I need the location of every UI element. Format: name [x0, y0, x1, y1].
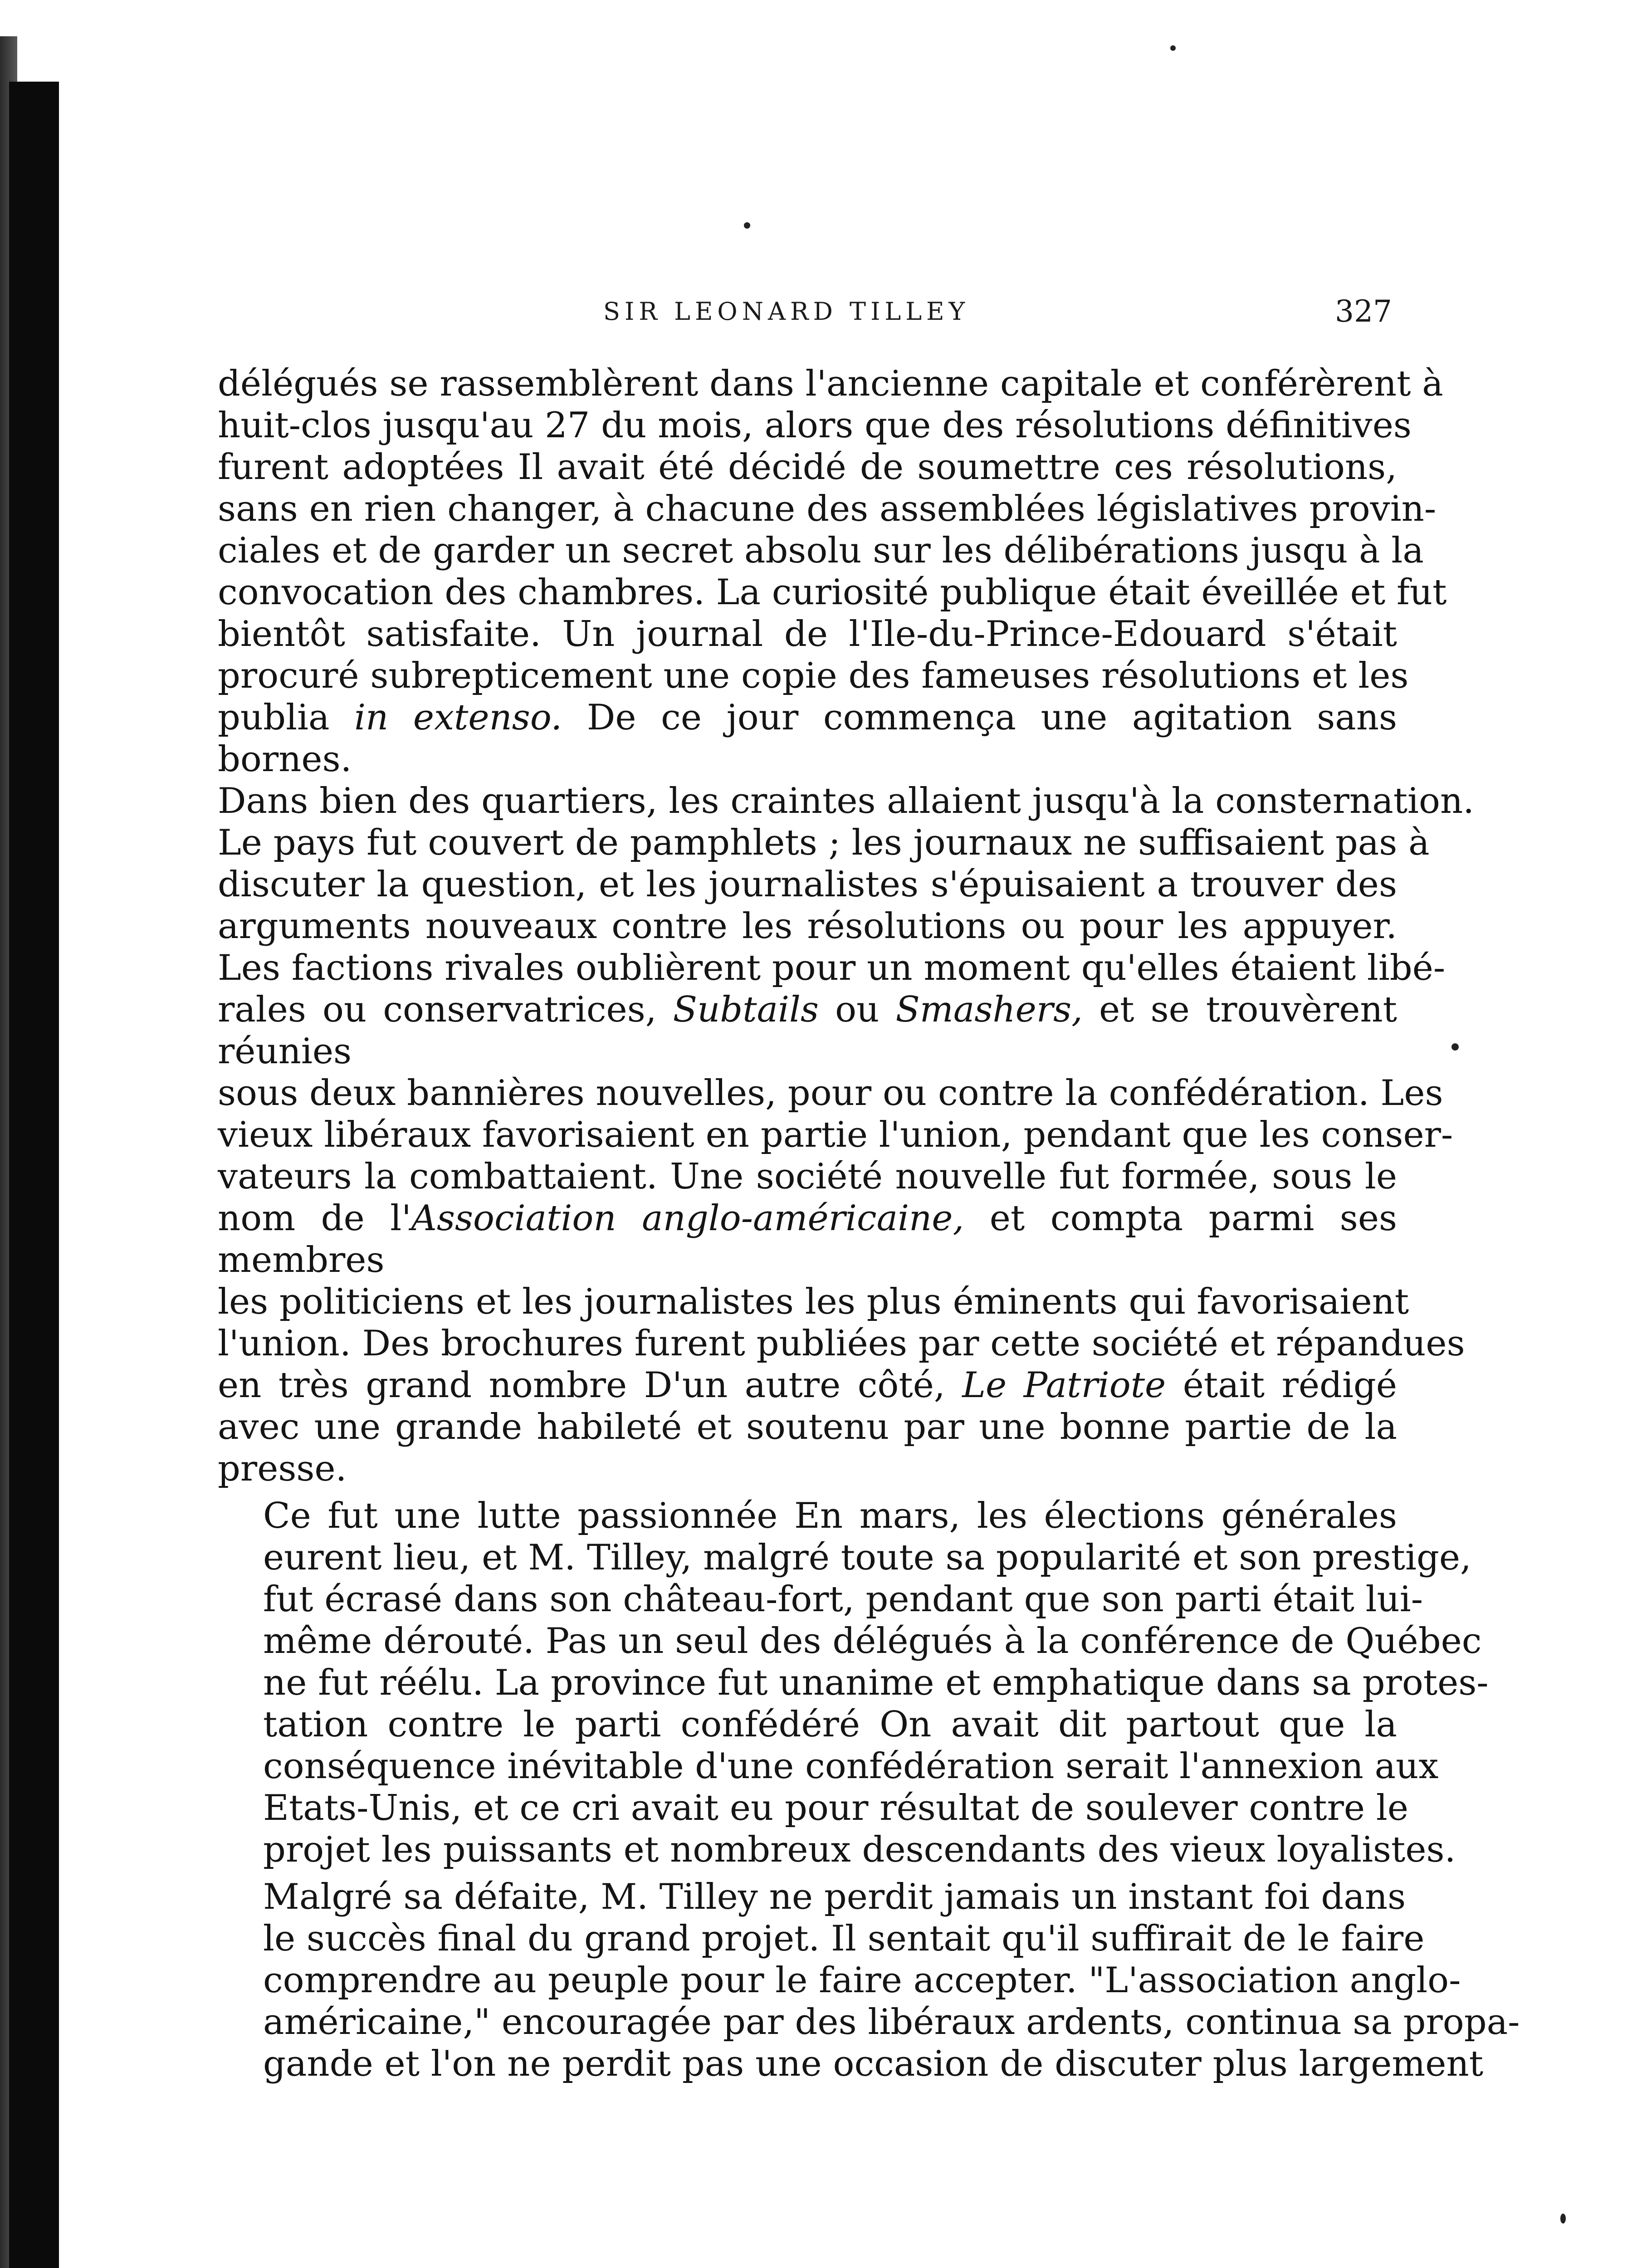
text-line: convocation des chambres. La curiosité publique était éveillée et fut: [218, 572, 1447, 613]
text-line: Malgré sa défaite, M. Tilley ne perdit jamais un instant foi dans: [263, 1877, 1406, 1917]
text-run: en très grand nombre D'un autre côté,: [218, 1365, 963, 1406]
text-line: délégués se rassemblèrent dans l'ancienne capitale et conférèrent à: [218, 363, 1443, 404]
text-line: [218, 989, 1397, 1072]
text-line: discuter la question, et les journalistes s'épuisaient a trouver des: [218, 864, 1397, 905]
text-run: nom de l': [218, 1198, 411, 1239]
text-line: [218, 697, 1397, 780]
text-line: procuré subrepticement une copie des fameuses résolutions et les: [218, 655, 1409, 696]
text-line: arguments nouveaux contre les résolutions ou pour les appuyer.: [218, 906, 1397, 947]
text-line: huit-clos jusqu'au 27 du mois, alors que des résolutions définitives: [218, 405, 1412, 446]
text-line: Dans bien des quartiers, les craintes allaient jusqu'à la consternation.: [218, 781, 1474, 821]
text-line: bientôt satisfaite. Un journal de l'Ile-du-Prince-Edouard s'était: [218, 614, 1397, 655]
body-text: [218, 363, 1520, 2085]
text-line: le succès final du grand projet. Il sentait qu'il suffirait de le faire: [263, 1918, 1425, 1959]
text-line: Le pays fut couvert de pamphlets ; les journaux ne suffisaient pas à: [218, 822, 1430, 863]
text-run: publia: [218, 697, 355, 738]
text-line: l'union. Des brochures furent publiées par cette société et répandues: [218, 1323, 1465, 1364]
text-line: américaine," encouragée par des libéraux ardents, continua sa propa-: [263, 2002, 1520, 2043]
text-run: et se trouvèrent réunies: [218, 989, 1398, 1072]
text-line: fut écrasé dans son château-fort, pendant que son parti était lui-: [263, 1579, 1423, 1620]
italic-phrase: in extenso.: [354, 697, 562, 738]
text-run: De ce jour commença une agitation sans bornes.: [218, 697, 1398, 780]
text-line: projet les puissants et nombreux descendants des vieux loyalistes.: [263, 1829, 1456, 1870]
text-line: tation contre le parti confédéré On avait dit partout que la: [263, 1704, 1397, 1745]
scan-speck: [744, 222, 750, 229]
text-line: [218, 1198, 1397, 1281]
scan-speck: [1170, 45, 1176, 51]
italic-phrase: Association anglo-américaine,: [411, 1198, 964, 1239]
text-line: ciales et de garder un secret absolu sur les délibérations jusqu à la: [218, 530, 1424, 571]
paragraph-2: [218, 1495, 1489, 1871]
text-line: vateurs la combattaient. Une société nouvelle fut formée, sous le: [218, 1156, 1397, 1197]
text-line: Ce fut une lutte passionnée En mars, les élections générales: [263, 1496, 1397, 1536]
italic-phrase: Subtails: [673, 989, 819, 1030]
scan-speck: [1560, 2214, 1566, 2224]
text-line: Etats-Unis, et ce cri avait eu pour résultat de soulever contre le: [263, 1788, 1408, 1828]
text-run: était rédigé: [1166, 1365, 1397, 1406]
text-line: furent adoptées Il avait été décidé de soumettre ces résolutions,: [218, 447, 1397, 488]
paragraph-1: [218, 363, 1474, 1490]
text-line: Les factions rivales oublièrent pour un moment qu'elles étaient libé-: [218, 948, 1446, 988]
text-line: ne fut réélu. La province fut unanime et emphatique dans sa protes-: [263, 1662, 1489, 1703]
text-run: et compta parmi ses membres: [218, 1198, 1398, 1281]
running-head: SIR LEONARD TILLEY: [603, 297, 970, 326]
text-run: rales ou conservatrices,: [218, 989, 673, 1030]
text-line: les politiciens et les journalistes les plus éminents qui favorisaient: [218, 1281, 1409, 1322]
text-line: eurent lieu, et M. Tilley, malgré toute sa popularité et son prestige,: [263, 1537, 1471, 1578]
paragraph-3: [218, 1876, 1520, 2085]
text-line: même dérouté. Pas un seul des délégués à la conférence de Québec: [263, 1621, 1482, 1662]
scan-speck: [1451, 1043, 1459, 1051]
text-line: avec une grande habileté et soutenu par une bonne partie de la: [218, 1407, 1397, 1447]
text-line: conséquence inévitable d'une confédération serait l'annexion aux: [263, 1746, 1439, 1787]
text-line: [218, 1364, 1397, 1406]
italic-phrase: Smashers,: [895, 989, 1083, 1030]
text-line: sous deux bannières nouvelles, pour ou contre la confédération. Les: [218, 1073, 1443, 1114]
text-line: sans en rien changer, à chacune des assemblées législatives provin-: [218, 489, 1437, 529]
scan-binding-edge: [9, 82, 59, 2268]
text-line: vieux libéraux favorisaient en partie l'union, pendant que les conser-: [218, 1114, 1453, 1155]
text-line: comprendre au peuple pour le faire accepter. "L'association anglo-: [263, 1960, 1461, 2001]
page-number: 327: [1335, 294, 1392, 329]
italic-phrase: Le Patriote: [962, 1365, 1166, 1406]
text-run: ou: [819, 989, 896, 1030]
text-line: presse.: [218, 1448, 347, 1489]
text-line: gande et l'on ne perdit pas une occasion de discuter plus largement: [263, 2043, 1484, 2084]
